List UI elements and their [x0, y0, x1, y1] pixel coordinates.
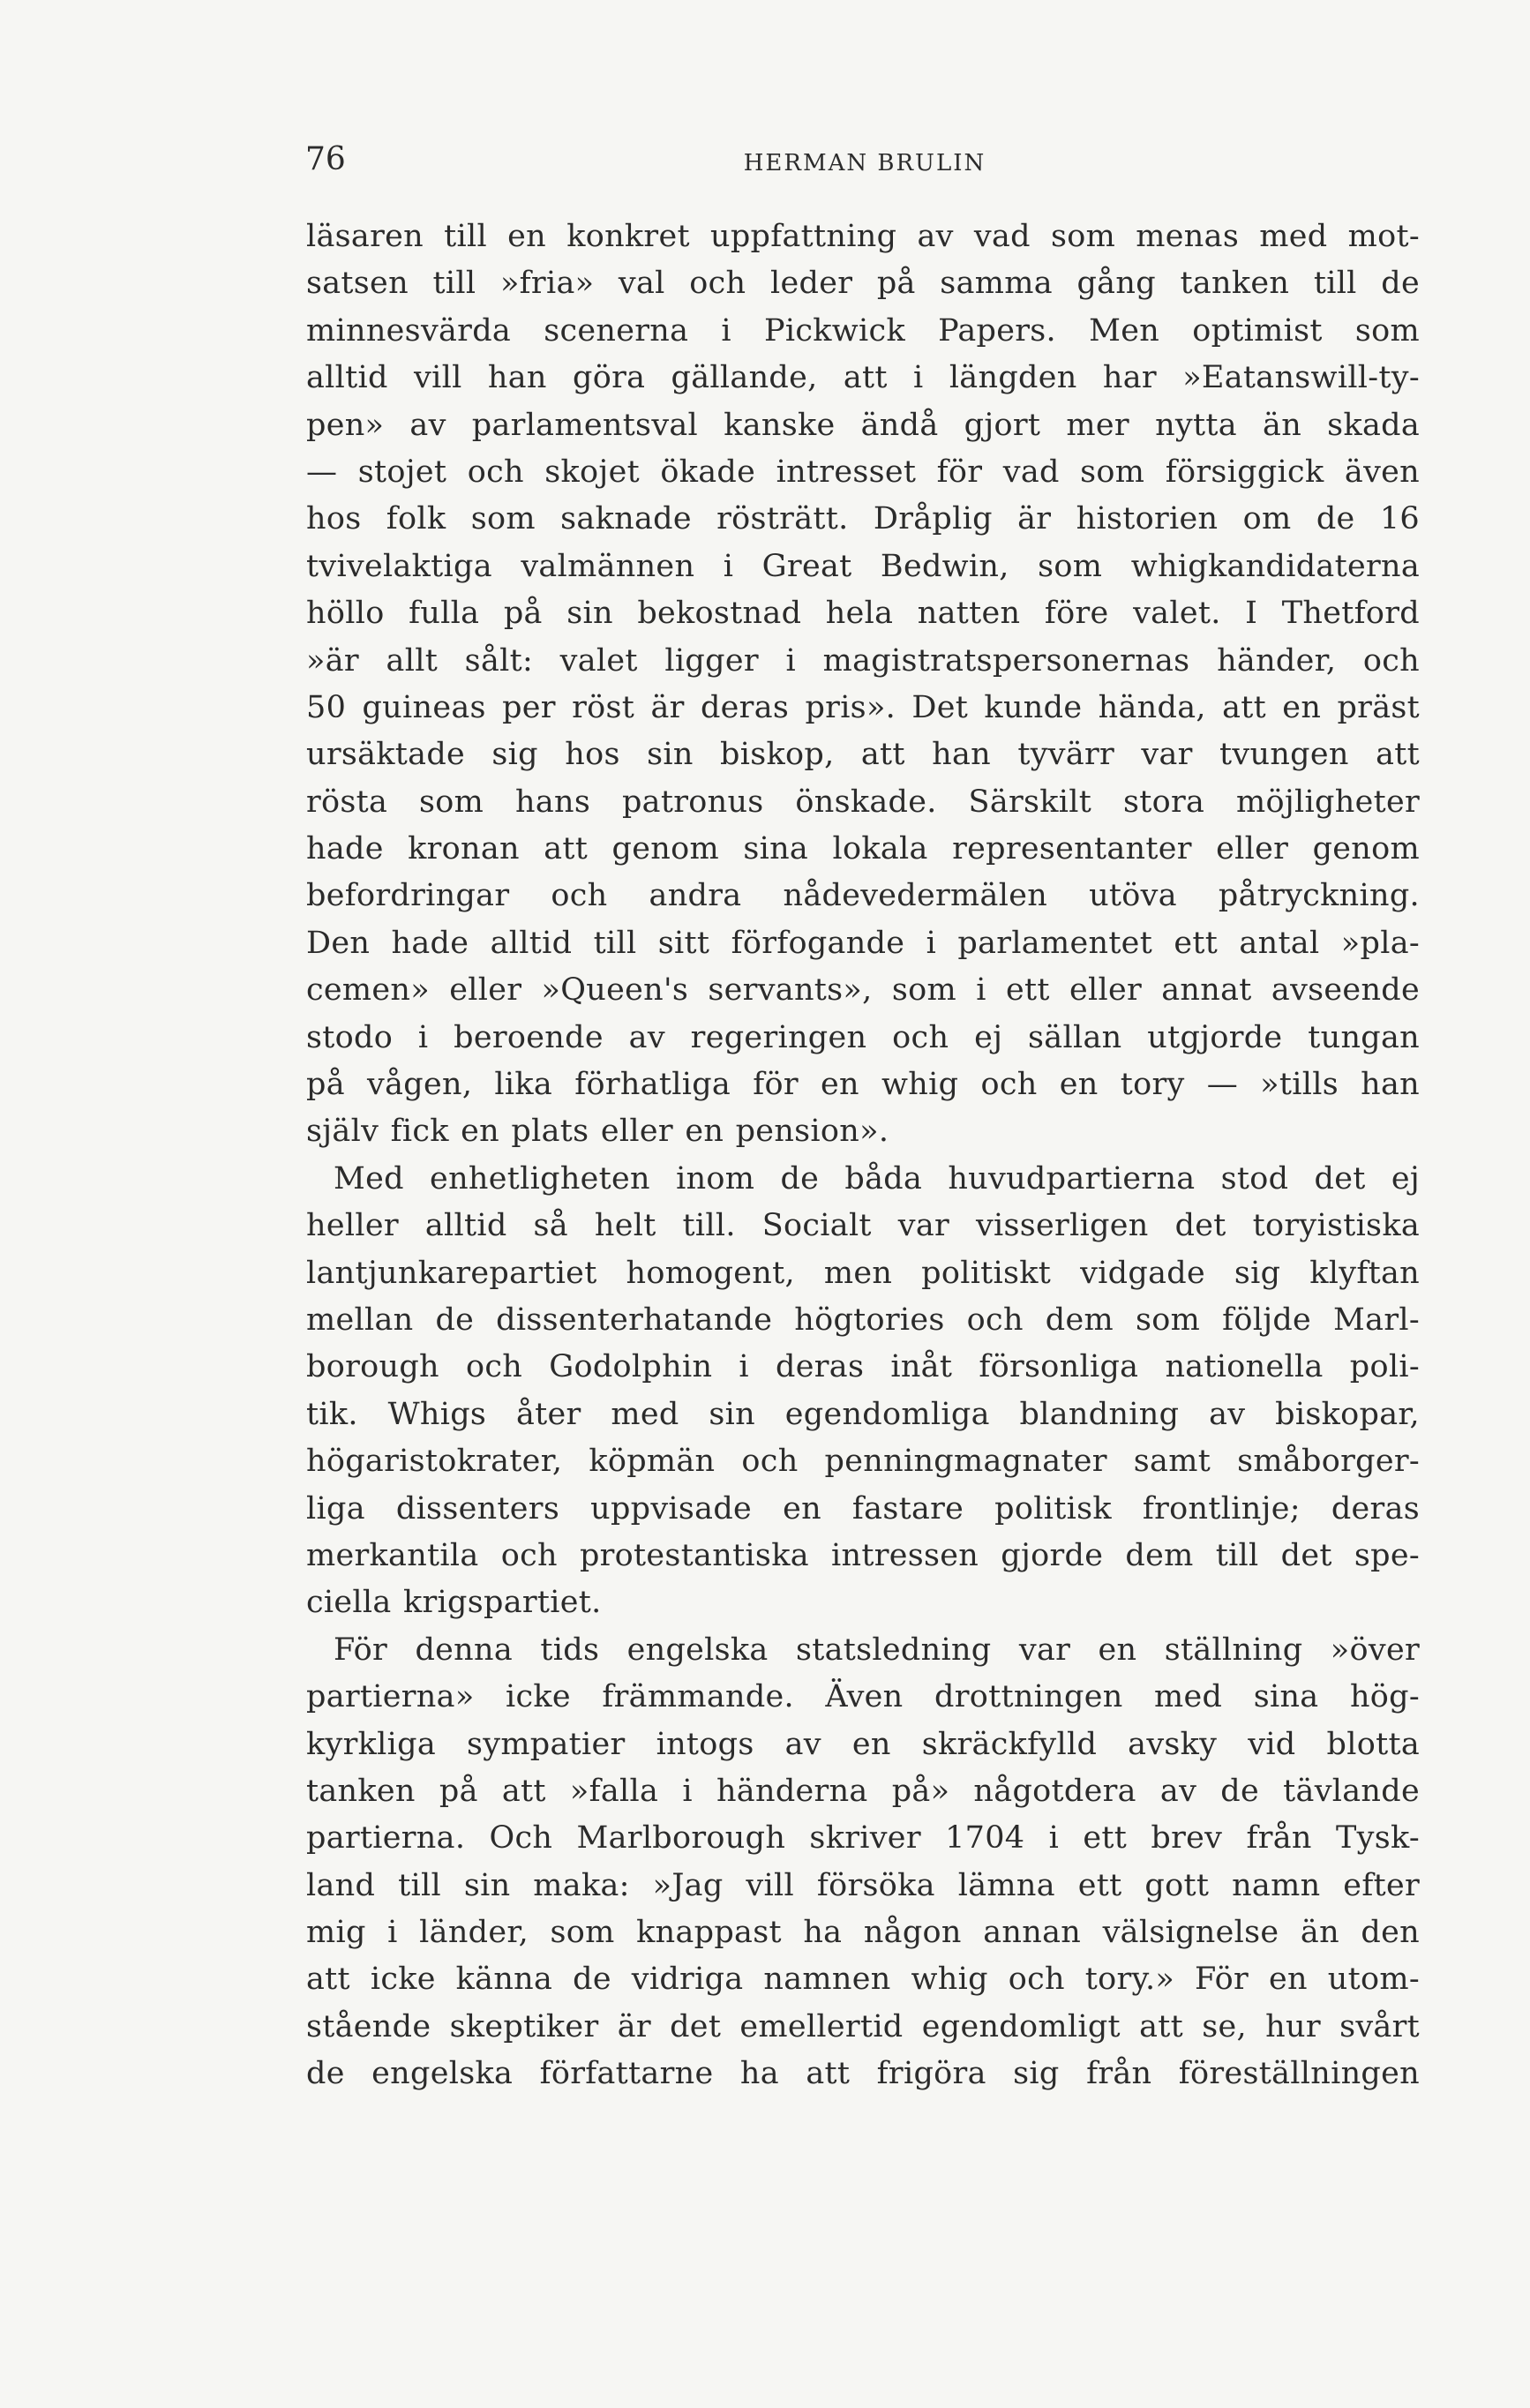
text-line: heller alltid så helt till. Socialt var visserligen det toryistiska: [306, 1208, 1420, 1244]
text-line: stodo i beroende av regeringen och ej sällan utgjorde tungan: [306, 1019, 1420, 1055]
text-line: »är allt sålt: valet ligger i magistratspersonernas händer, och: [306, 642, 1420, 679]
text-line: partierna» icke främmande. Även drottningen med sina hög-: [306, 1679, 1420, 1715]
page-number: 76: [305, 141, 346, 177]
body-text: [306, 214, 1420, 2098]
text-line: land till sin maka: »Jag vill försöka lämna ett gott namn efter: [306, 1867, 1420, 1903]
text-line: mellan de dissenterhatande högtories och dem som följde Marl-: [306, 1302, 1420, 1338]
text-line: att icke känna de vidriga namnen whig och tory.» För en utom-: [306, 1962, 1420, 1998]
text-line: merkantila och protestantiska intressen gjorde dem till det spe-: [306, 1537, 1420, 1573]
text-line: rösta som hans patronus önskade. Särskilt stora möjligheter: [306, 784, 1420, 820]
text-line: tik. Whigs åter med sin egendomliga blandning av biskopar,: [306, 1396, 1420, 1432]
text-line: lantjunkarepartiet homogent, men politiskt vidgade sig klyftan: [306, 1255, 1420, 1291]
text-line: Med enhetligheten inom de båda huvudpartierna stod det ej: [334, 1160, 1420, 1196]
text-line: läsaren till en konkret uppfattning av vad som menas med mot-: [306, 219, 1420, 254]
text-line: alltid vill han göra gällande, att i längden har »Eatanswill-ty-: [306, 360, 1420, 396]
paragraph: [306, 1627, 1420, 2098]
text-line: mig i länder, som knappast ha någon annan välsignelse än den: [306, 1915, 1420, 1951]
text-line: hos folk som saknade rösträtt. Dråplig är historien om de 16: [306, 501, 1420, 537]
text-line: tvivelaktiga valmännen i Great Bedwin, som whigkandidaterna: [306, 548, 1420, 584]
text-line: ciella krigspartiet.: [306, 1585, 602, 1621]
text-line: cemen» eller »Queen's servants», som i ett eller annat avseende: [306, 972, 1420, 1009]
text-line: höllo fulla på sin bekostnad hela natten före valet. I Thetford: [306, 596, 1420, 632]
text-line: hade kronan att genom sina lokala representanter eller genom: [306, 831, 1420, 867]
text-line: borough och Godolphin i deras inåt försonliga nationella poli-: [306, 1349, 1420, 1385]
text-line: För denna tids engelska statsledning var en ställning »över: [334, 1632, 1420, 1668]
text-line: satsen till »fria» val och leder på samma gång tanken till de: [306, 266, 1420, 302]
text-line: 50 guineas per röst är deras pris». Det kunde hända, att en präst: [306, 689, 1420, 725]
text-line: tanken på att »falla i händerna på» någotdera av de tävlande: [306, 1773, 1420, 1809]
text-line: pen» av parlamentsval kanske ändå gjort mer nytta än skada: [306, 407, 1420, 443]
text-line: de engelska författarne ha att frigöra sig från föreställningen: [306, 2056, 1420, 2092]
text-line: på vågen, lika förhatliga för en whig och en tory — »tills han: [306, 1067, 1420, 1103]
text-line: stående skeptiker är det emellertid egendomligt att se, hur svårt: [306, 2008, 1420, 2044]
paragraph: [306, 1156, 1420, 1627]
paragraph: [306, 214, 1420, 1156]
text-line: högaristokrater, köpmän och penningmagnater samt småborger-: [306, 1444, 1420, 1480]
text-line: befordringar och andra nådevedermälen utöva påtryckning.: [306, 878, 1420, 914]
text-line: ursäktade sig hos sin biskop, att han tyvärr var tvungen att: [306, 737, 1420, 773]
text-line: Den hade alltid till sitt förfogande i parlamentet ett antal »pla-: [306, 925, 1420, 961]
text-line: minnesvärda scenerna i Pickwick Papers. Men optimist som: [306, 312, 1420, 349]
text-line: liga dissenters uppvisade en fastare politisk frontlinje; deras: [306, 1490, 1420, 1527]
running-head: HERMAN BRULIN: [743, 150, 986, 176]
text-line: partierna. Och Marlborough skriver 1704 i ett brev från Tysk-: [306, 1820, 1420, 1857]
text-line: själv fick en plats eller en pension».: [306, 1114, 889, 1150]
text-line: kyrkliga sympatier intogs av en skräckfylld avsky vid blotta: [306, 1726, 1420, 1762]
text-line: — stojet och skojet ökade intresset för vad som försiggick även: [306, 454, 1420, 490]
